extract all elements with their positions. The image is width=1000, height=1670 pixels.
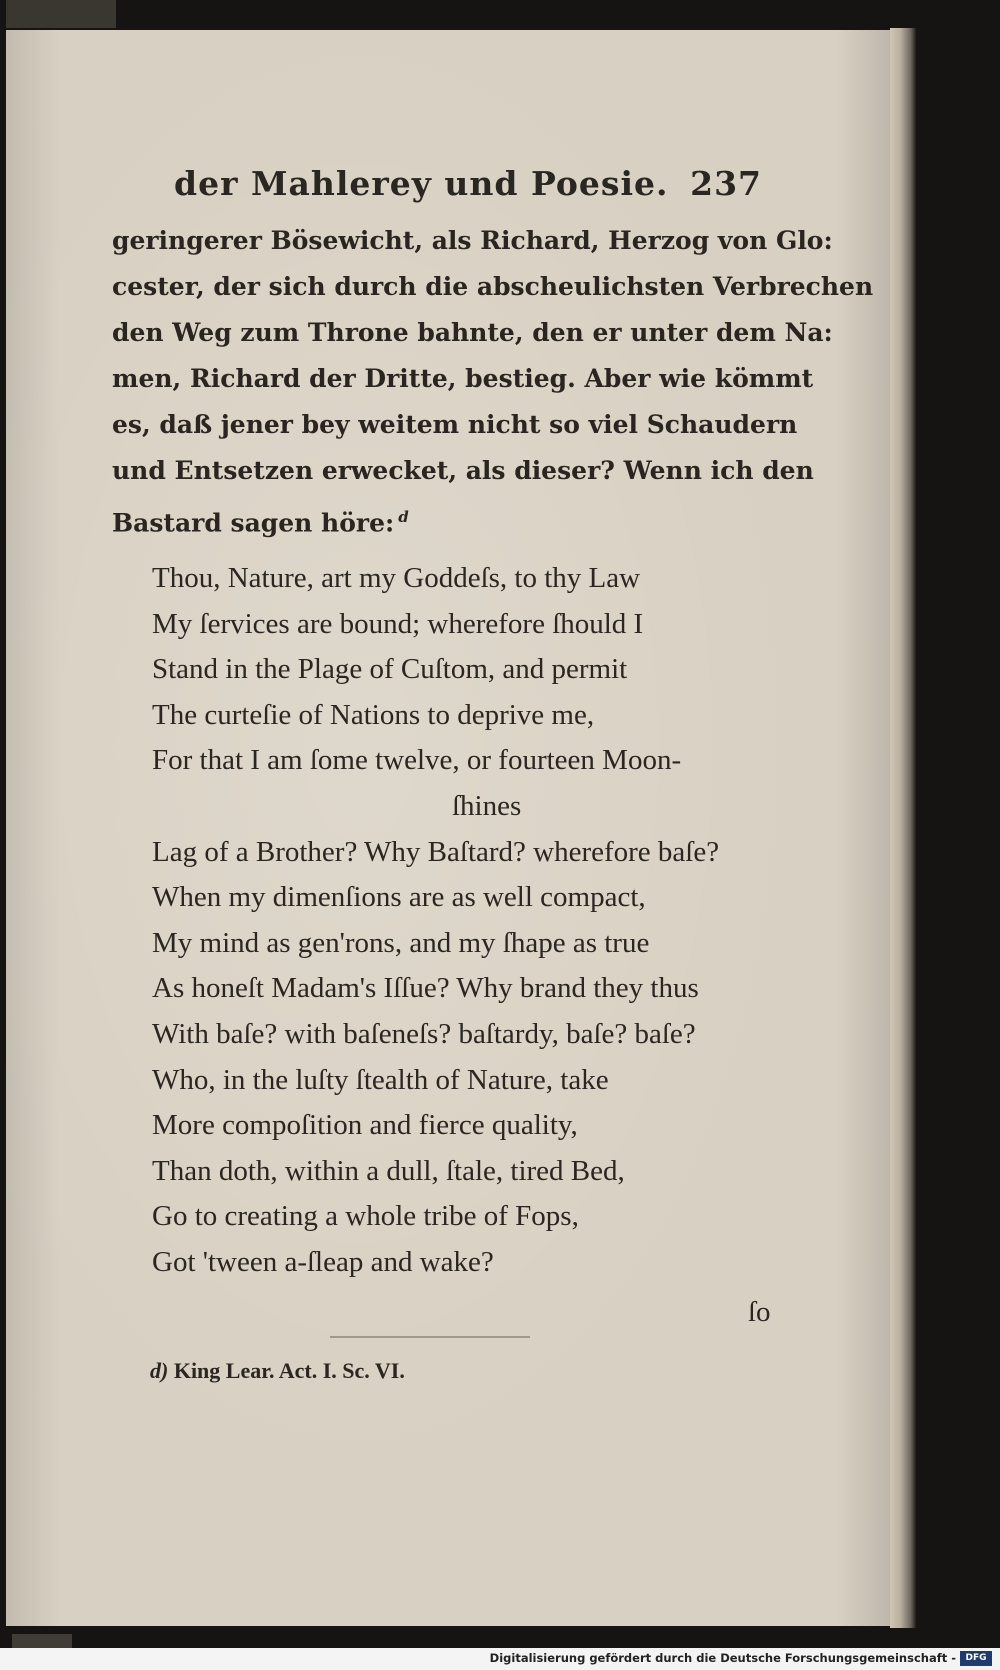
verse-line: My ſervices are bound; wherefore ſhould I bbox=[152, 607, 644, 640]
prose-line-last bbox=[112, 494, 772, 540]
credit-bar bbox=[0, 1648, 1000, 1670]
verse-line: Who, in the luſty ſtealth of Nature, take bbox=[152, 1063, 609, 1096]
footnote-rule bbox=[330, 1336, 530, 1338]
verse-line: As honeſt Madam's Iſſue? Why brand they thus bbox=[152, 972, 699, 1005]
running-title: der Mahlerey und Poesie. bbox=[174, 164, 669, 203]
footnote-reference: d bbox=[398, 508, 409, 526]
prose-line: und Entsetzen erwecket, als dieser? Wenn ich den bbox=[112, 456, 814, 485]
verse-line: Lag of a Brother? Why Baſtard? wherefore baſe? bbox=[152, 835, 720, 868]
prose-line: den Weg zum Throne bahnte, den er unter dem Na: bbox=[112, 318, 833, 347]
verse-line: Thou, Nature, art my Goddeſs, to thy Law bbox=[152, 562, 641, 594]
prose-paragraph bbox=[112, 218, 874, 540]
verse-line: The curteſie of Nations to deprive me, bbox=[152, 698, 595, 731]
catchword: ſo bbox=[748, 1296, 771, 1328]
prose-line: cester, der sich durch die abscheulichsten Verbrechen bbox=[112, 272, 874, 301]
paper-stain bbox=[12, 1634, 72, 1648]
prose-line: es, daß jener bey weitem nicht so viel Schaudern bbox=[112, 410, 798, 439]
running-header bbox=[170, 160, 770, 210]
prose-line: geringerer Bösewicht, als Richard, Herzog von Glo: bbox=[112, 226, 833, 255]
verse-line: Got 'tween a-ſleap and wake? bbox=[152, 1245, 494, 1278]
verse-line: When my dimenſions are as well compact, bbox=[152, 881, 646, 914]
verse-line-continuation: ſhines bbox=[452, 789, 522, 822]
verse-line: With baſe? with baſeneſs? baſtardy, baſe? baſe? bbox=[152, 1017, 696, 1050]
verse-line: For that I am ſome twelve, or fourteen Moon- bbox=[152, 744, 682, 777]
verse-line: Stand in the Plage of Cuſtom, and permit bbox=[152, 653, 628, 686]
prose-line: men, Richard der Dritte, bestieg. Aber wie kömmt bbox=[112, 364, 814, 393]
scan-corner-mark bbox=[6, 0, 116, 28]
verse-line: Than doth, within a dull, ſtale, tired Bed, bbox=[152, 1154, 625, 1187]
dfg-logo: DFG bbox=[960, 1651, 992, 1666]
footnote-marker: d) bbox=[150, 1358, 169, 1383]
verse-line: Go to creating a whole tribe of Fops, bbox=[152, 1200, 579, 1233]
footnote-text: King Lear. Act. I. Sc. VI. bbox=[173, 1358, 405, 1383]
verse-line: More compoſition and fierce quality, bbox=[152, 1109, 578, 1142]
page-number: 237 bbox=[690, 164, 762, 203]
verse-line: My mind as gen'rons, and my ſhape as true bbox=[152, 926, 650, 959]
prose-line-text: Bastard sagen höre: bbox=[112, 508, 395, 538]
verse-quotation bbox=[152, 556, 772, 1286]
page-edge-shadow bbox=[890, 28, 916, 1628]
footnote bbox=[150, 1358, 405, 1384]
digitization-credit: Digitalisierung gefördert durch die Deutsche Forschungsgemeinschaft - bbox=[489, 1651, 956, 1665]
